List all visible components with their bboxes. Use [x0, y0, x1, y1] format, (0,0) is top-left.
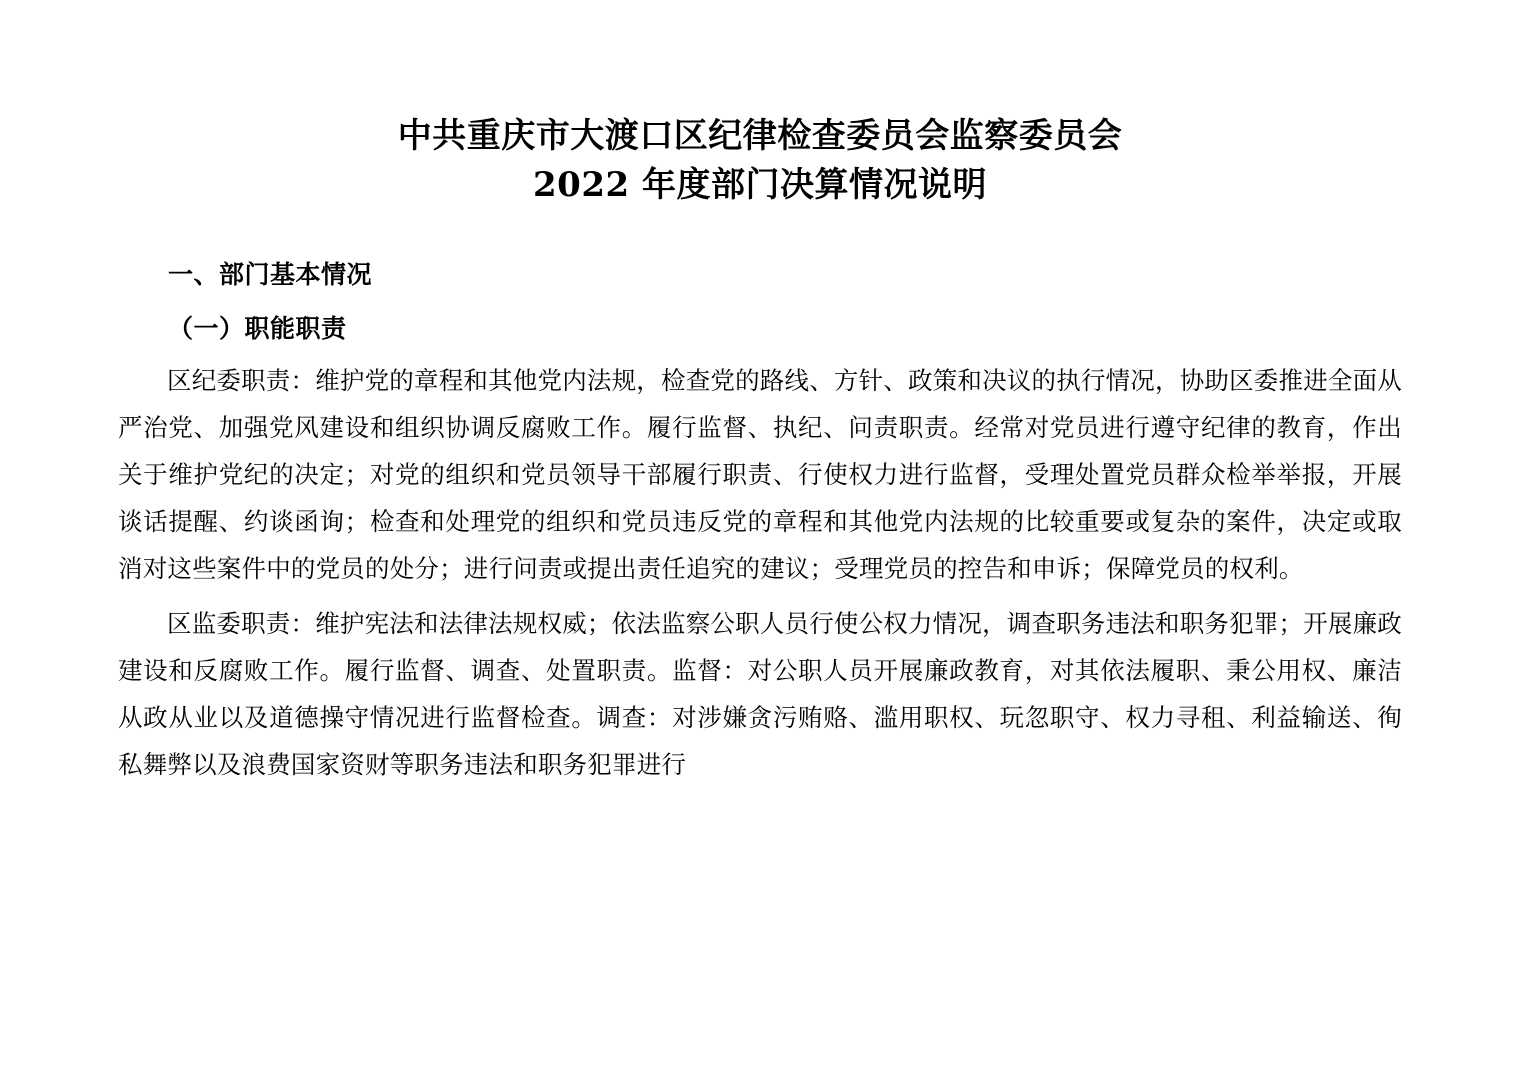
section-heading-level-1: 一、部门基本情况	[168, 259, 373, 289]
body-paragraph-2: 区监委职责：维护宪法和法律法规权威；依法监察公职人员行使公权力情况，调查职务违法和职务犯罪；开展廉政建设和反腐败工作。履行监督、调查、处置职责。监督：对公职人员开展廉政教育，对其依法履职、秉公用权、廉洁从政从业以及道德操守情况进行监督检查。调查：对涉嫌贪污贿赂、滥用职权、玩忽职守、权力寻租、利益输送、徇私舞弊以及浪费国家资财等职务违法和职务犯罪进行	[118, 608, 1402, 779]
page-title	[118, 112, 1402, 211]
section-heading-level-2: （一）职能职责	[168, 313, 347, 343]
page-title-line-1: 中共重庆市大渡口区纪律检查委员会监察委员会	[397, 116, 1123, 156]
page-title-line-2: 2022 年度部门决算情况说明	[533, 165, 987, 206]
body-paragraph-1: 区纪委职责：维护党的章程和其他党内法规，检查党的路线、方针、政策和决议的执行情况，协助区委推进全面从严治党、加强党风建设和组织协调反腐败工作。履行监督、执纪、问责职责。经常对党员进行遵守纪律的教育，作出关于维护党纪的决定；对党的组织和党员领导干部履行职责、行使权力进行监督，受理处置党员群众检举举报，开展谈话提醒、约谈函询；检查和处理党的组织和党员违反党的章程和其他党内法规的比较重要或复杂的案件，决定或取消对这些案件中的党员的处分；进行问责或提出责任追究的建议；受理党员的控告和申诉；保障党员的权利。	[118, 365, 1402, 583]
title-spacer	[118, 211, 1402, 255]
